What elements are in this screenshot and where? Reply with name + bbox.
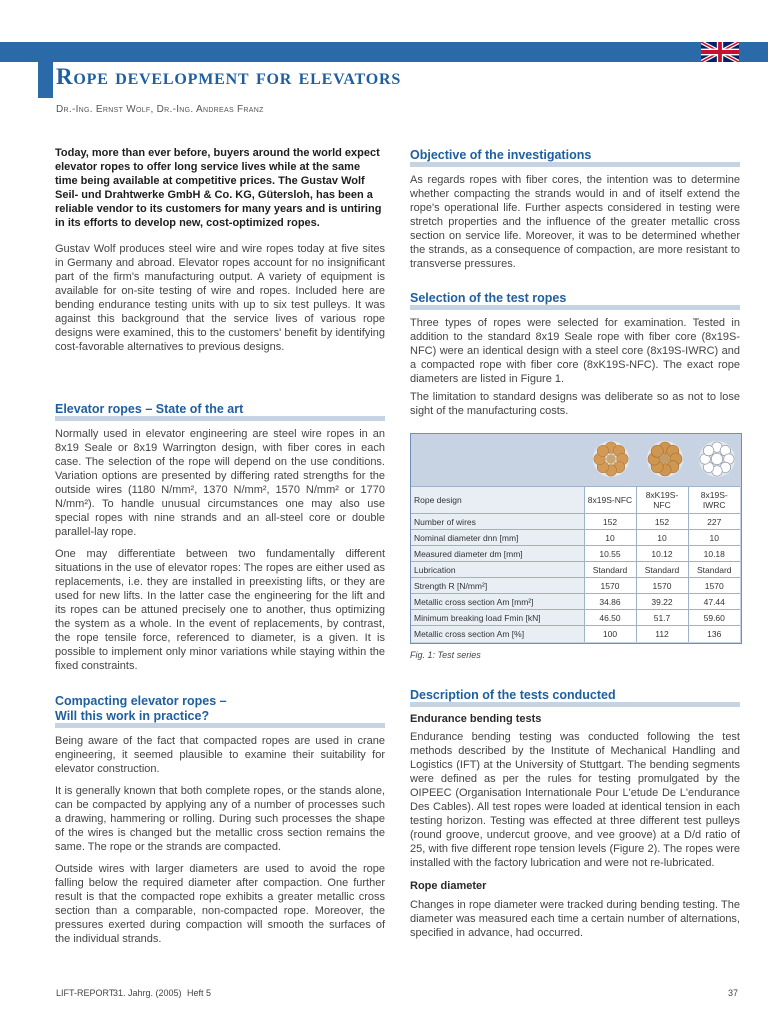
paragraph: Being aware of the fact that compacted ropes are used in crane engineering, it seemed plausible to examine their suitability for elevator construction.	[55, 735, 385, 775]
table-row	[411, 546, 740, 562]
table-cell-label: Minimum breaking load Fmin [kN]	[411, 610, 584, 626]
table-row	[411, 578, 740, 594]
section-heading: Elevator ropes – State of the art	[55, 402, 244, 416]
intro-paragraph: Today, more than ever before, buyers around the world expect elevator ropes to offer long service lives while at the same time being available at competitive prices. The Gustav Wolf Seil- und Drahtwerke GmbH & Co. KG, Gütersloh, has been a reliable vendor to its customers for many years and is untiring in its efforts to develop new, cost-optimized ropes.	[55, 147, 382, 229]
table-cell-label: Measured diameter dm [mm]	[411, 546, 584, 562]
paragraph: It is generally known that both complete ropes, or the stands alone, can be compacted by applying any of a number of processes such a drawing, hammering or rolling. During such processes the shape of the wires is changed but the metallic cross section remains the same. The rope or the strands are compacted.	[55, 785, 385, 853]
table-cell: 10.55	[584, 546, 636, 562]
table-cell: 136	[688, 626, 740, 642]
paragraph: Normally used in elevator engineering are steel wire ropes in an 8x19 Seale or 8x19 Warrington design, with fiber cores in each case. The selection of the rope will depend on the use conditions. Variation options are presented by differing rated strengths for the outside wires (1180 N/mm², 1370 N/mm², 1570 N/mm² or 1770 N/mm²). To handle unusual circumstances one may also use special ropes with nine strands and an all-steel core or double parallel-lay rope.	[55, 428, 385, 538]
table-cell: 10	[636, 530, 688, 546]
table-cell: 10.18	[688, 546, 740, 562]
table-cell: 8xK19S-NFC	[636, 487, 688, 514]
table-cell: 112	[636, 626, 688, 642]
section-selection	[410, 291, 740, 418]
section-heading: Objective of the investigations	[410, 148, 592, 162]
table-cell: 39.22	[636, 594, 688, 610]
page-number: 37	[728, 988, 739, 998]
table-cell: Standard	[584, 562, 636, 578]
table-row	[411, 626, 740, 642]
subheading: Rope diameter	[410, 880, 487, 892]
table-row	[411, 530, 740, 546]
table-row	[411, 514, 740, 530]
table-cell: 100	[584, 626, 636, 642]
figure-caption: Fig. 1: Test series	[410, 650, 481, 660]
section-objective	[410, 148, 740, 271]
table-cell-label: Strength R [N/mm²]	[411, 578, 584, 594]
authors: Dr.-Ing. Ernst Wolf, Dr.-Ing. Andreas Franz	[56, 104, 264, 115]
paragraph: Gustav Wolf produces steel wire and wire ropes today at five sites in Germany and abroad. Elevator ropes account for no insignificant part of the firm's manufacturing output. A variety of equipment is available for on-site testing of wire and ropes. Included here are bending endurance testing units with up to six test pulleys. It was against this background that the service lives of various rope designs were examined, this to the customers' benefit by identifying cost-favorable alternatives to previous designs.	[55, 243, 385, 353]
footer-journal: LIFT-REPORT	[56, 988, 115, 998]
section-heading: Compacting elevator ropes –	[55, 694, 227, 708]
table-cell: 47.44	[688, 594, 740, 610]
table-cell: Standard	[688, 562, 740, 578]
title-accent-bar	[38, 42, 53, 98]
table-cell: 59.60	[688, 610, 740, 626]
paragraph: Changes in rope diameter were tracked during bending testing. The diameter was measured each time a certain number of alternations, specified in advance, had occurred.	[410, 899, 740, 939]
table-cell: 1570	[688, 578, 740, 594]
table-cell-label: Number of wires	[411, 514, 584, 530]
footer-issue: 31. Jahrg. (2005)	[113, 988, 182, 998]
section-heading-line-2: Will this work in practice?	[55, 709, 210, 723]
table-cell: 1570	[636, 578, 688, 594]
rope-cross-section-image	[592, 440, 630, 478]
section-compacting	[55, 694, 385, 946]
paragraph: Outside wires with larger diameters are used to avoid the rope falling below the required diameter after compaction. One further result is that the compacted rope exhibits a greater metallic cross section than a comparable, non-compacted rope. Moreover, the pressures exerted during compaction will smooth the surfaces of the individual strands.	[55, 863, 385, 945]
table-cell: Standard	[636, 562, 688, 578]
table-cell: 46.50	[584, 610, 636, 626]
table-cell-label: Metallic cross section Am [%]	[411, 626, 584, 642]
table-cell: 1570	[584, 578, 636, 594]
table-row	[411, 487, 740, 514]
paragraph: The limitation to standard designs was deliberate so as not to lose sight of the manufacturing costs.	[410, 391, 740, 417]
table-cell-label: Rope design	[411, 487, 584, 514]
table-cell: 152	[584, 514, 636, 530]
header-band	[0, 42, 768, 62]
left-column	[55, 146, 385, 354]
paragraph: Endurance bending testing was conducted following the test methods described by the Institute of Mechanical Handling and Logistics (IFT) at the University of Stuttgart. The bending segments were defined as per the rules for testing promulgated by the OIPEEC (Organisation Internationale Pour L'etude De L'endurance Des Cables). All test ropes were loaded at identical tension in each testing horizon. Testing was effected at three different test pulleys (round groove, undercut groove, and vee groove) at a D/d ratio of 25, with five different rope tension levels (Figure 2). The ropes were installed with the factory lubrication and were not re-lubricated.	[410, 731, 740, 869]
table-cell: 34.86	[584, 594, 636, 610]
table-cell-label: Metallic cross section Am [mm²]	[411, 594, 584, 610]
table-cell: 152	[636, 514, 688, 530]
table-cell: 51.7	[636, 610, 688, 626]
rope-cross-section-image	[646, 440, 684, 478]
table-cell: 10	[584, 530, 636, 546]
table-cell: 8x19S-IWRC	[688, 487, 740, 514]
table-cell: 227	[688, 514, 740, 530]
table-cell-label: Nominal diameter dnn [mm]	[411, 530, 584, 546]
section-state-of-art	[55, 402, 385, 673]
table-cell: 8x19S-NFC	[584, 487, 636, 514]
section-heading: Selection of the test ropes	[410, 291, 567, 305]
uk-flag-icon	[701, 42, 739, 62]
spec-table	[411, 486, 740, 642]
article-title: Rope development for elevators	[56, 64, 402, 89]
subheading: Endurance bending tests	[410, 713, 542, 725]
paragraph: Three types of ropes were selected for examination. Tested in addition to the standard 8x19 Seale rope with fiber core (8x19S-NFC) were an identical design with a steel core (8x19S-IWRC) and a compacted rope with fiber core (8xK19S-NFC). The exact rope diameters are listed in Figure 1.	[410, 317, 740, 385]
rope-cross-section-image	[698, 440, 736, 478]
footer-heft: Heft 5	[187, 988, 212, 998]
table-cell: 10.12	[636, 546, 688, 562]
table-row	[411, 562, 740, 578]
table-row	[411, 610, 740, 626]
paragraph: As regards ropes with fiber cores, the intention was to determine whether compacting the strands would in and of itself extend the rope's operational life. Further aspects considered in testing were stretch properties and the influence of the greater metallic cross section on service life. Moreover, it was to be determined whether the strands, as a consequence of compaction, are more resistant to transverse pressures.	[410, 174, 740, 270]
paragraph: One may differentiate between two fundamentally different situations in the use of elevator ropes: The ropes are either used as replacements, i.e. they are installed in preexisting lifts, or they are used for new lifts. In the latter case the engineering for the lift and its ropes can be attuned precisely one to another, thus optimizing the system as a whole. In the event of replacements, by contrast, the rope tensile force, referenced to diameter, is a given. It is possible to implement only minor variations while staying within the fixed constraints.	[55, 548, 385, 672]
table-row	[411, 594, 740, 610]
section-description	[410, 688, 740, 940]
table-cell-label: Lubrication	[411, 562, 584, 578]
test-series-table	[410, 433, 742, 644]
table-cell: 10	[688, 530, 740, 546]
section-heading: Description of the tests conducted	[410, 688, 616, 702]
